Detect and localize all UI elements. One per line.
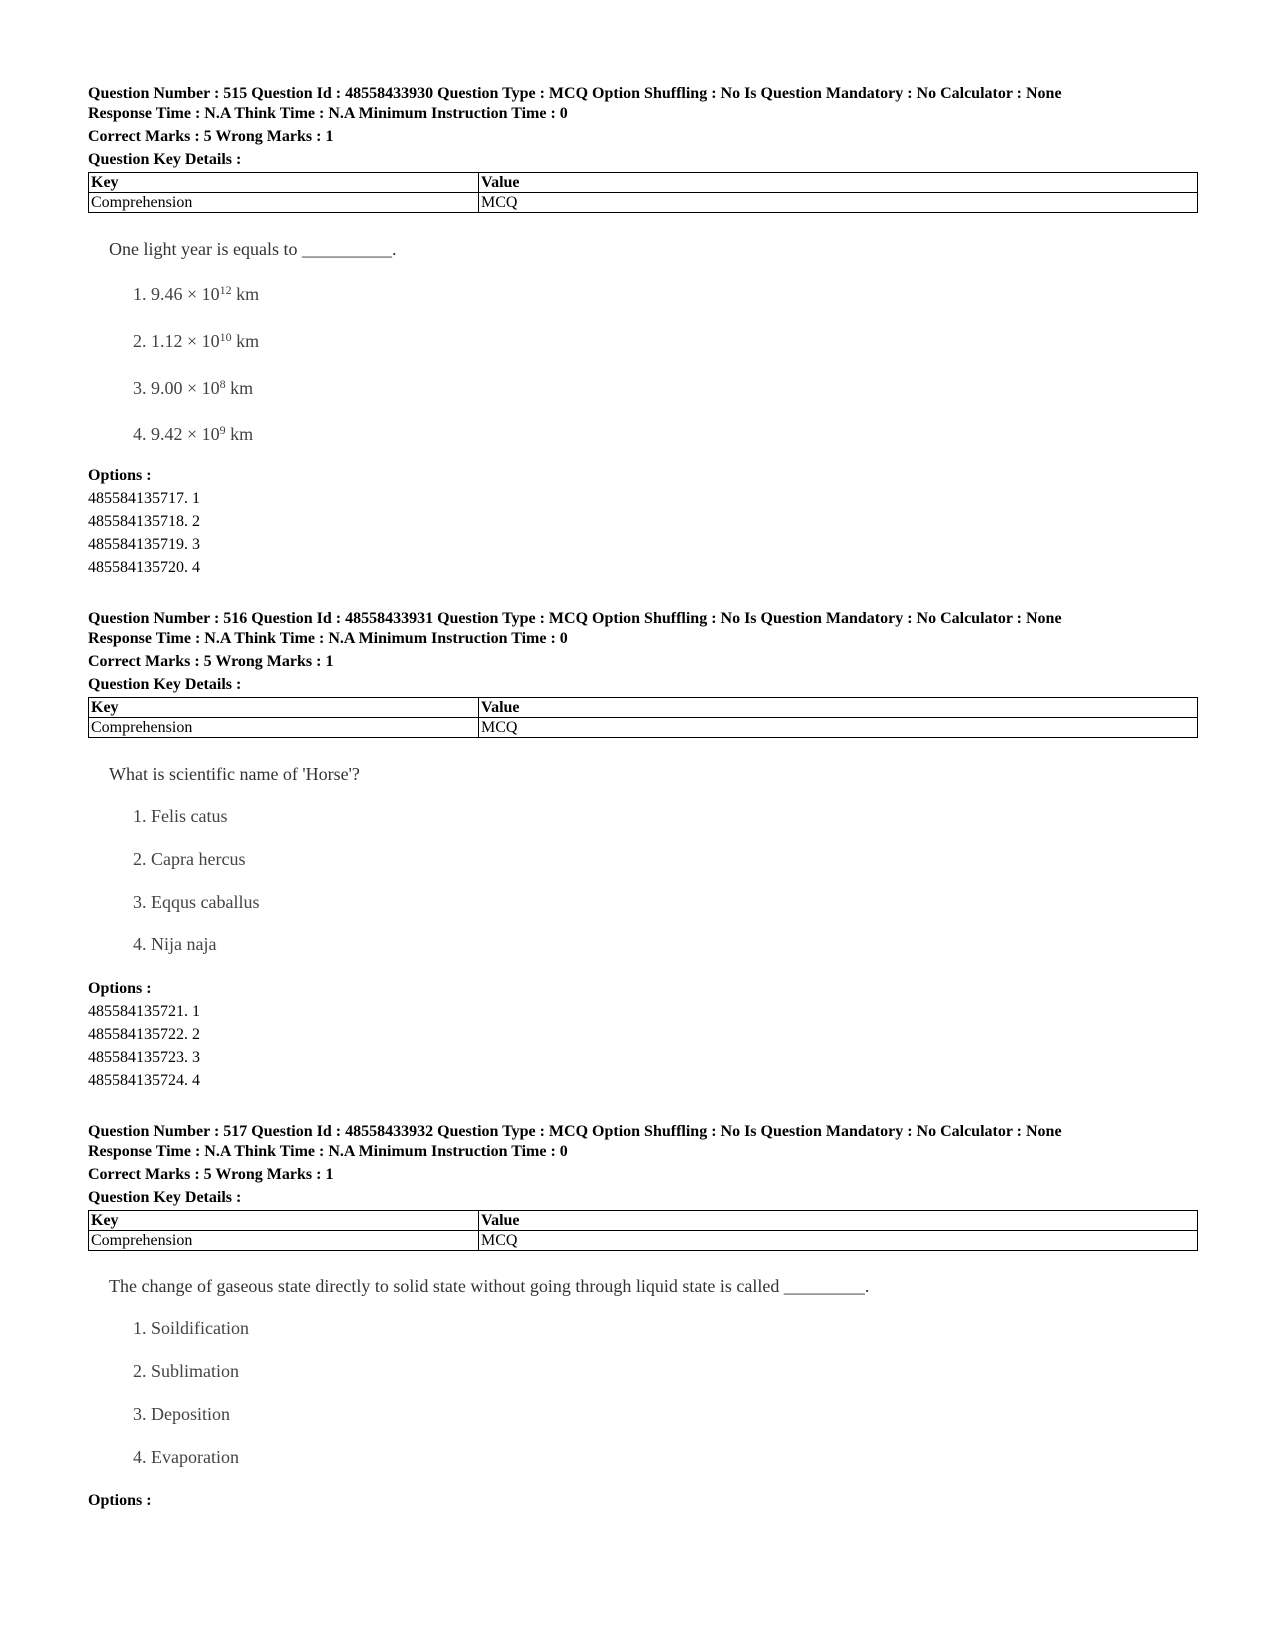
answer-choice-3 bbox=[133, 378, 253, 399]
key-cell: Comprehension bbox=[89, 1231, 479, 1251]
choice-exponent: 8 bbox=[219, 377, 226, 391]
answer-choice-2: 2. Sublimation bbox=[133, 1361, 240, 1381]
marks-line: Correct Marks : 5 Wrong Marks : 1 bbox=[88, 653, 334, 670]
question-header-line1: Question Number : 517 Question Id : 48558433932 Question Type : MCQ Option Shuffling : No Is Question Mandatory : No Calculator : None bbox=[88, 1123, 1062, 1140]
question-stem: The change of gaseous state directly to solid state without going through liquid state is called _________. bbox=[109, 1276, 870, 1296]
choice-unit: km bbox=[231, 284, 260, 304]
choice-text: 3. 9.00 × 10 bbox=[133, 378, 220, 398]
choice-unit: km bbox=[225, 424, 254, 444]
choice-exponent: 12 bbox=[219, 283, 232, 297]
choice-text: 4. 9.42 × 10 bbox=[133, 424, 220, 444]
question-header-line2: Response Time : N.A Think Time : N.A Minimum Instruction Time : 0 bbox=[88, 1143, 568, 1160]
key-details-label: Question Key Details : bbox=[88, 151, 242, 168]
key-cell: Comprehension bbox=[89, 718, 479, 738]
choice-unit: km bbox=[231, 331, 260, 351]
key-column-header: Key bbox=[89, 698, 479, 718]
options-label: Options : bbox=[88, 467, 152, 484]
marks-line: Correct Marks : 5 Wrong Marks : 1 bbox=[88, 1166, 334, 1183]
question-header-line2: Response Time : N.A Think Time : N.A Minimum Instruction Time : 0 bbox=[88, 630, 568, 647]
value-cell: MCQ bbox=[479, 193, 1198, 213]
answer-choice-2: 2. Capra hercus bbox=[133, 849, 246, 869]
answer-choice-4: 4. Nija naja bbox=[133, 934, 217, 954]
answer-choice-3: 3. Deposition bbox=[133, 1404, 230, 1424]
answer-choice-3: 3. Eqqus caballus bbox=[133, 892, 260, 912]
answer-choice-4 bbox=[133, 424, 253, 445]
option-id-row: 485584135719. 3 bbox=[88, 536, 200, 553]
answer-choice-2 bbox=[133, 331, 259, 352]
question-516-block bbox=[88, 609, 1198, 738]
question-header-line2: Response Time : N.A Think Time : N.A Minimum Instruction Time : 0 bbox=[88, 105, 568, 122]
question-header-line1: Question Number : 515 Question Id : 48558433930 Question Type : MCQ Option Shuffling : No Is Question Mandatory : No Calculator : None bbox=[88, 85, 1062, 102]
options-label: Options : bbox=[88, 1492, 152, 1509]
question-stem: One light year is equals to __________. bbox=[109, 239, 397, 259]
question-header-line1: Question Number : 516 Question Id : 48558433931 Question Type : MCQ Option Shuffling : No Is Question Mandatory : No Calculator : None bbox=[88, 610, 1062, 627]
answer-choice-1: 1. Soildification bbox=[133, 1318, 249, 1338]
option-id-row: 485584135717. 1 bbox=[88, 490, 200, 507]
value-column-header: Value bbox=[479, 173, 1198, 193]
key-column-header: Key bbox=[89, 1211, 479, 1231]
choice-text: 1. 9.46 × 10 bbox=[133, 284, 220, 304]
key-details-label: Question Key Details : bbox=[88, 1189, 242, 1206]
question-517-block bbox=[88, 1122, 1198, 1251]
key-details-table bbox=[88, 172, 1198, 213]
answer-choice-4: 4. Evaporation bbox=[133, 1447, 239, 1467]
answer-choice-1: 1. Felis catus bbox=[133, 806, 228, 826]
answer-choice-1 bbox=[133, 284, 259, 305]
option-id-row: 485584135721. 1 bbox=[88, 1003, 200, 1020]
value-cell: MCQ bbox=[479, 718, 1198, 738]
key-details-table bbox=[88, 1210, 1198, 1251]
key-cell: Comprehension bbox=[89, 193, 479, 213]
choice-exponent: 10 bbox=[219, 330, 232, 344]
question-515-block bbox=[88, 84, 1198, 213]
option-id-row: 485584135724. 4 bbox=[88, 1072, 200, 1089]
question-stem: What is scientific name of 'Horse'? bbox=[109, 764, 360, 784]
value-column-header: Value bbox=[479, 1211, 1198, 1231]
value-cell: MCQ bbox=[479, 1231, 1198, 1251]
choice-text: 2. 1.12 × 10 bbox=[133, 331, 220, 351]
key-details-table bbox=[88, 697, 1198, 738]
key-column-header: Key bbox=[89, 173, 479, 193]
value-column-header: Value bbox=[479, 698, 1198, 718]
choice-unit: km bbox=[225, 378, 254, 398]
option-id-row: 485584135722. 2 bbox=[88, 1026, 200, 1043]
option-id-row: 485584135720. 4 bbox=[88, 559, 200, 576]
key-details-label: Question Key Details : bbox=[88, 676, 242, 693]
option-id-row: 485584135723. 3 bbox=[88, 1049, 200, 1066]
marks-line: Correct Marks : 5 Wrong Marks : 1 bbox=[88, 128, 334, 145]
options-label: Options : bbox=[88, 980, 152, 997]
choice-exponent: 9 bbox=[219, 423, 226, 437]
option-id-row: 485584135718. 2 bbox=[88, 513, 200, 530]
